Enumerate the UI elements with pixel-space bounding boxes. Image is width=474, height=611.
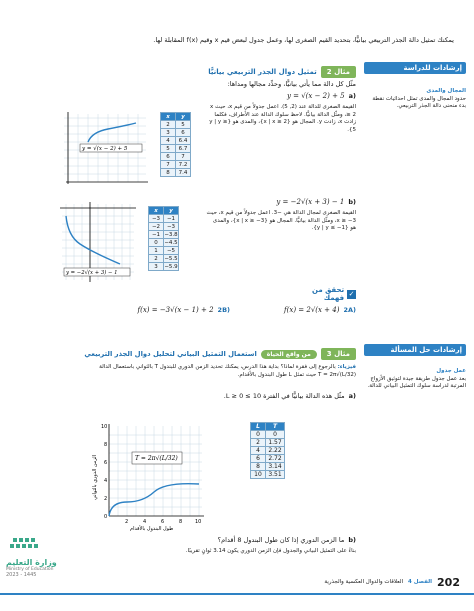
intro-text: يمكنك تمثيل دالة الجذر التربيعي بيانيًّا، بتحديد القيم الصغرى لها، وعمل جدول لبعض قيم x وقيم f(x) المقابلة لها. <box>153 36 454 44</box>
cell: −5.5 <box>164 255 178 262</box>
ex3-part-b <box>150 536 356 545</box>
ministry-name: وزارة التعليم <box>6 558 57 567</box>
cell: 7.2 <box>176 161 191 169</box>
x-tick: 6 <box>161 519 165 525</box>
footer-chapter: الفصل 4 <box>408 578 433 585</box>
table-b-header-x: x <box>149 207 164 215</box>
study-tips-body: حدود المجال والمدى تمثل احداثيات نقطة بدء منحنى دالة الجذر التربيعي. <box>372 95 466 109</box>
page-number: 202 <box>437 576 460 589</box>
table-b-header-y: y <box>164 207 179 215</box>
cell: −1 <box>149 231 164 239</box>
table-row <box>149 215 179 223</box>
problem-solving-sidebar <box>364 344 466 391</box>
table-row <box>251 463 285 471</box>
x-tick: 10 <box>195 519 202 525</box>
cell: −4.5 <box>164 239 178 246</box>
cell: 7 <box>176 153 191 161</box>
checkmark-icon: ✓ <box>348 289 355 298</box>
cell: 6 <box>161 153 176 161</box>
pendulum-y-label: الزمن الدوري بالثواني <box>92 454 98 500</box>
cell: 3.14 <box>266 463 285 471</box>
y-tick: 6 <box>104 460 108 466</box>
ministry-logo <box>6 534 76 578</box>
graph-b-label: y = −2√(x + 3) − 1 <box>66 270 118 276</box>
cell: 8 <box>161 169 176 177</box>
cell: 1 <box>149 247 164 255</box>
ex3-part-a-label: a) <box>348 392 356 400</box>
table-c-header-t: T <box>266 423 285 431</box>
ministry-name-en: Ministry of Education <box>6 567 54 572</box>
table-row <box>161 161 191 169</box>
cell: −3.8 <box>164 231 178 238</box>
table-row <box>251 471 285 479</box>
cell: 7 <box>161 161 176 169</box>
x-tick: 4 <box>143 519 147 525</box>
cell: 6.7 <box>176 145 191 153</box>
table-row <box>149 255 179 263</box>
cell: 6.4 <box>176 137 191 145</box>
footer-chapter-title: العلاقات والدوال العكسية والجذرية <box>324 578 404 585</box>
table-row <box>161 169 191 177</box>
y-tick: 4 <box>104 478 108 484</box>
cell: 10 <box>251 471 266 479</box>
cell: 0 <box>149 239 164 247</box>
ex3-part-b-question: ما الزمن الدوري إذا كان طول البندول 8 أقدام؟ <box>217 536 345 544</box>
cell: 5 <box>161 145 176 153</box>
table-row <box>149 247 179 255</box>
table-row <box>149 231 179 239</box>
part-b-heading <box>230 198 356 207</box>
table-b <box>148 206 179 271</box>
y-tick: 10 <box>101 424 108 430</box>
ex3-part-a-text: مثّل هذه الدالة بيانيًّا في الفترة 10 ≥ L ≥ 0. <box>223 392 345 400</box>
pendulum-graph-equation: T = 2π√(L/32) <box>135 455 178 462</box>
cell: 2.72 <box>266 455 285 463</box>
table-row <box>149 239 179 247</box>
table-row <box>149 223 179 231</box>
table-row <box>251 447 285 455</box>
check-2b-label: 2B) <box>217 306 230 314</box>
cell: 1.57 <box>266 439 285 447</box>
example-3-header <box>60 348 356 360</box>
cell: −5 <box>164 247 179 255</box>
table-row <box>161 137 191 145</box>
edition-year: 2023 - 1445 <box>6 572 37 578</box>
part-b-equation: y = −2√(x + 3) − 1 <box>276 198 345 206</box>
part-a-heading <box>240 92 356 101</box>
example-2-header <box>186 66 356 78</box>
physics-text: بالرجوع إلى فقرة لماذا؟ بداية هذا الدرس، يمكنك تحديد الزمن الدوري للبندول T بالثواني باستعمال الدالة T = 2π√(L/32) حيث تمثل L طول البندول بالأقدام. <box>99 364 356 378</box>
check-item-2a <box>250 306 356 315</box>
cell: 0 <box>251 431 266 439</box>
study-tips-title: المجال والمدى <box>426 88 466 94</box>
cell: 8 <box>251 463 266 471</box>
table-c-header-l: L <box>251 423 266 431</box>
table-row <box>251 431 285 439</box>
part-a-text: القيمة الصغرى للدالة عند (2, 5). اعمل جدولاً من قيم x، حيث x ≥ 2، ومثّل الدالة بيانيًّا. لاحظ سلوك الدالة عند الأطراف، فكلما زادت x، زادت y. المجال هو {x | x ≥ 2}، والمدى هو {y | y ≥ 5}. <box>209 104 356 133</box>
physics-paragraph <box>96 364 356 379</box>
cell: 2 <box>149 255 164 263</box>
part-b-text: القيمة الصغرى لمجال الدالة هي −3. اعمل جدولاً من قيم x، حيث x ≥ −3، ومثّل الدالة بيانيًّا. المجال هو {x | x ≥ −3}، والمدى هو {y | y ≤ −1}. <box>206 210 356 231</box>
example-2-badge: مثال 2 <box>321 66 356 78</box>
cell: −1 <box>164 215 179 223</box>
cell: 2 <box>251 439 266 447</box>
y-tick: 0 <box>104 514 108 520</box>
cell: 0 <box>266 431 285 439</box>
pendulum-graph <box>90 420 220 532</box>
table-row <box>251 439 285 447</box>
cell: −3 <box>164 223 179 231</box>
table-a <box>160 112 191 177</box>
cell: 2 <box>161 121 176 129</box>
ex3-part-b-label: b) <box>348 536 356 544</box>
check-2a-label: 2A) <box>343 306 356 314</box>
x-tick: 2 <box>125 519 129 525</box>
cell: 3 <box>149 263 164 271</box>
ex3-part-a <box>150 392 356 401</box>
cell: −3 <box>149 215 164 223</box>
graph-a-label: y = √(x − 2) + 5 <box>82 146 128 152</box>
check-title: تحقق من فهمك <box>312 286 345 302</box>
part-a-equation: y = √(x − 2) + 5 <box>286 92 345 100</box>
table-row <box>161 121 191 129</box>
table-a-header-x: x <box>161 113 176 121</box>
cell: −2 <box>149 223 164 231</box>
table-row <box>161 129 191 137</box>
footer <box>190 576 460 589</box>
footer-rule <box>0 593 474 595</box>
real-world-tag: من واقع الحياة <box>261 350 317 359</box>
part-a-label: a) <box>348 92 356 100</box>
graph-a <box>58 110 152 190</box>
cell: 6 <box>251 455 266 463</box>
table-row <box>161 145 191 153</box>
example-3-title: استعمال التمثيل البياني لتحليل دوال الجذر التربيعي <box>84 350 257 358</box>
example-2-title: تمثيل دوال الجذر التربيعي بيانيًّا <box>208 68 317 76</box>
y-tick: 8 <box>104 442 108 448</box>
study-tips-header: إرشادات للدراسة <box>364 62 466 74</box>
table-a-header-y: y <box>176 113 191 121</box>
study-tips-sidebar <box>364 62 466 111</box>
cell: 5 <box>176 121 191 129</box>
cell: −5.9 <box>164 263 178 270</box>
check-2a-equation: f(x) = 2√(x + 4) <box>284 306 340 314</box>
cell: 4 <box>251 447 266 455</box>
graph-b <box>58 200 138 284</box>
table-row <box>149 263 179 271</box>
table-c <box>250 422 285 479</box>
y-tick: 2 <box>104 496 108 502</box>
cell: 3.51 <box>266 471 285 479</box>
cell: 4 <box>161 137 176 145</box>
cell: 2.22 <box>266 447 285 455</box>
part-b-label: b) <box>348 198 356 206</box>
problem-solving-header: إرشادات حل المسألة <box>364 344 466 356</box>
physics-label: فيزياء: <box>337 364 356 370</box>
table-row <box>161 153 191 161</box>
ministry-emblem-icon <box>6 534 76 554</box>
check-item-2b <box>110 306 230 315</box>
cell: 6 <box>176 129 191 137</box>
ex3-part-b-answer: بناءً على التمثيل البياني والجدول فإن الزمن الدوري يكون 3.14 ثوانٍ تقريبًا. <box>185 548 356 554</box>
cell: 3 <box>161 129 176 137</box>
table-row <box>251 455 285 463</box>
example-3-badge: مثال 3 <box>321 348 356 360</box>
pendulum-x-label: طول البندول بالأقدام <box>130 526 174 532</box>
example-2-prompt: مثّل كل دالة مما يأتي بيانيًّا، وحدِّد مجالها ومداها: <box>227 80 356 88</box>
check-header <box>290 286 356 302</box>
x-tick: 8 <box>179 519 183 525</box>
cell: 7.4 <box>176 169 191 177</box>
check-2b-equation: f(x) = −3√(x − 1) + 2 <box>137 306 214 314</box>
problem-solving-title: عمل جدول <box>436 368 466 374</box>
problem-solving-body: بعد عمل جدول طريقة جيدة لتوثيق الأزواج المرتبة لدراسة سلوك التمثيل البياني للدالة. <box>367 375 466 389</box>
